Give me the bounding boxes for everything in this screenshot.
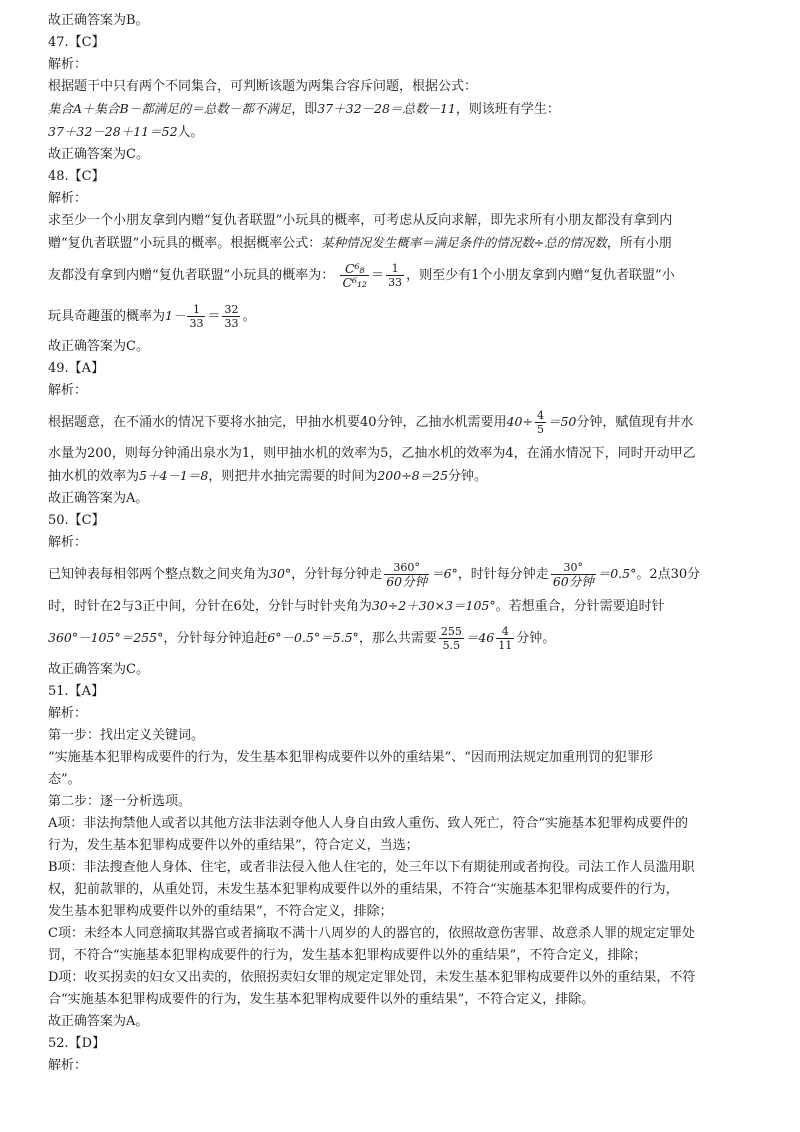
formula: 200÷8＝25 xyxy=(377,468,449,483)
step-heading: 第二步：逐一分析选项。 xyxy=(48,794,192,809)
text: 人。 xyxy=(177,125,204,140)
answer-line: 故正确答案为B。 xyxy=(48,13,149,28)
denominator: 5.5 xyxy=(442,639,461,652)
formula: ＝50 xyxy=(547,414,577,429)
option-a: A项：非法拘禁他人或者以其他方法非法剥夺他人人身自由致人重伤、致人死亡，符合“实施基本犯罪构成要件的 xyxy=(48,816,689,831)
analysis-label: 解析： xyxy=(48,706,88,721)
analysis-label: 解析： xyxy=(48,191,88,206)
answer-line: 故正确答案为C。 xyxy=(48,662,149,677)
formula: 40÷ xyxy=(506,414,533,429)
numerator: 1 xyxy=(386,262,404,276)
denominator: 33 xyxy=(388,276,403,289)
text: 时，时针在2与3正中间，分针在6处，分针与时针夹角为 xyxy=(48,599,372,614)
text: 。 xyxy=(242,309,256,324)
paragraph xyxy=(48,618,758,659)
step-heading: 第一步：找出定义关键词。 xyxy=(48,728,205,743)
fraction xyxy=(222,303,240,330)
analysis-label: 解析： xyxy=(48,1058,88,1073)
text: ，时针每分钟走 xyxy=(457,567,549,582)
question-number-49: 49.【A】 xyxy=(48,361,105,376)
formula: ＝6° xyxy=(431,566,458,581)
formula: 某种情况发生概率＝满足条件的情况数÷总的情况数 xyxy=(321,235,607,250)
text: ，则至少有1个小朋友拿到内赠“复仇者联盟”小 xyxy=(406,268,675,283)
text: 分钟。 xyxy=(516,631,556,646)
question-number-52: 52.【D】 xyxy=(48,1036,106,1051)
text: 赠“复仇者联盟”小玩具的概率。根据概率公式： xyxy=(48,236,322,251)
text: ，那么共需要 xyxy=(358,631,437,646)
denominator: C⁶₁₂ xyxy=(342,275,368,290)
denominator: 11 xyxy=(498,639,513,652)
formula: 30° xyxy=(269,566,292,581)
paragraph xyxy=(48,402,758,443)
numerator: 32 xyxy=(224,303,239,316)
fraction xyxy=(439,625,464,652)
formula: 1－ xyxy=(165,308,186,323)
fraction xyxy=(187,303,205,330)
text: 分钟。 xyxy=(448,469,488,484)
answer-line: 故正确答案为A。 xyxy=(48,491,149,506)
analysis-label: 解析： xyxy=(48,57,88,72)
option-d: 合“实施基本犯罪构成要件的行为，发生基本犯罪构成要件以外的重结果”，不符合定义，排除。 xyxy=(48,992,595,1007)
option-b: 权，犯前款罪的，从重处罚，未发生基本犯罪构成要件以外的重结果，不符合“实施基本犯罪构成要件的行为， xyxy=(48,882,679,897)
denominator: 60分钟 xyxy=(552,574,594,589)
document-page xyxy=(48,10,758,1077)
formula: 6°－0.5°＝5.5° xyxy=(267,630,359,645)
fraction xyxy=(386,262,404,289)
formula-line xyxy=(48,121,758,144)
analysis-label: 解析： xyxy=(48,535,88,550)
formula-line xyxy=(48,98,758,121)
text: 玩具奇趣蛋的概率为 xyxy=(48,309,166,324)
paragraph xyxy=(48,465,758,488)
question-number-50: 50.【C】 xyxy=(48,513,105,528)
question-number-48: 48.【C】 xyxy=(48,169,105,184)
text: ，分针每分钟走 xyxy=(291,567,383,582)
numerator: 255 xyxy=(440,625,462,638)
numerator: 4 xyxy=(536,409,544,422)
fraction xyxy=(535,409,546,436)
option-b: B项：非法搜查他人身体、住宅，或者非法侵入他人住宅的，处三年以下有期徒刑或者拘役。司法工作人员滥用职 xyxy=(48,860,695,875)
option-d: D项：收买拐卖的妇女又出卖的，依照拐卖妇女罪的规定定罪处罚，未发生基本犯罪构成要件以外的重结果，不符 xyxy=(48,970,696,985)
text: 抽水机的效率为 xyxy=(48,469,140,484)
answer-line: 故正确答案为C。 xyxy=(48,339,149,354)
denominator: 5 xyxy=(536,423,544,436)
text: ，所有小朋 xyxy=(606,236,672,251)
text: ，分针每分钟追赶 xyxy=(163,631,268,646)
question-number-47: 47.【C】 xyxy=(48,35,105,50)
equals: ＝ xyxy=(207,309,221,324)
question-number-51: 51.【A】 xyxy=(48,684,105,699)
text: ，即 xyxy=(291,102,318,117)
text: 已知钟表每相邻两个整点数之间夹角为 xyxy=(48,567,270,582)
paragraph xyxy=(48,595,758,618)
paragraph xyxy=(48,554,758,595)
text: 友都没有拿到内赠“复仇者联盟”小玩具的概率为： xyxy=(48,268,335,283)
analysis-label: 解析： xyxy=(48,383,88,398)
formula: ＝46 xyxy=(465,630,495,645)
text: ，则该班有学生： xyxy=(455,102,560,117)
paragraph: 态”。 xyxy=(48,772,81,787)
numerator: 360° xyxy=(384,561,429,575)
text: 分钟，赋值现有井水 xyxy=(576,415,694,430)
answer-line: 故正确答案为A。 xyxy=(48,1014,149,1029)
denominator: 33 xyxy=(224,317,239,330)
text: 。2点30分 xyxy=(636,567,701,582)
formula: 30÷2＋30×3＝105° xyxy=(371,598,496,613)
numerator: 4 xyxy=(496,625,514,639)
paragraph xyxy=(48,297,758,336)
denominator: 33 xyxy=(189,317,204,330)
formula: ＝0.5° xyxy=(597,566,637,581)
fraction xyxy=(384,561,429,588)
fraction xyxy=(496,625,514,652)
text: ，则把井水抽完需要的时间为 xyxy=(208,469,378,484)
option-c: 罚，不符合“实施基本犯罪构成要件的行为，发生基本犯罪构成要件以外的重结果”，不符合定义，排除； xyxy=(48,948,647,963)
formula: 37＋32－28＝总数－11 xyxy=(317,101,456,116)
formula: 360°－105°＝255° xyxy=(48,630,164,645)
numerator: 1 xyxy=(187,303,205,317)
paragraph xyxy=(48,255,758,297)
equals: ＝ xyxy=(371,268,385,283)
paragraph xyxy=(48,232,758,255)
paragraph: 求至少一个小朋友拿到内赠“复仇者联盟”小玩具的概率，可考虑从反向求解，即先求所有小朋友都没有拿到内 xyxy=(48,213,673,228)
paragraph: “实施基本犯罪构成要件的行为，发生基本犯罪构成要件以外的重结果”、“因而刑法规定加重刑罚的犯罪形 xyxy=(48,750,653,765)
denominator: 60分钟 xyxy=(386,574,428,589)
numerator: 30° xyxy=(551,561,596,575)
fraction xyxy=(551,561,596,588)
option-b: 发生基本犯罪构成要件以外的重结果”，不符合定义，排除； xyxy=(48,904,393,919)
formula: 5＋4－1＝8 xyxy=(139,468,209,483)
paragraph: 根据题干中只有两个不同集合，可判断该题为两集合容斥问题，根据公式： xyxy=(48,79,478,94)
option-a: 行为，发生基本犯罪构成要件以外的重结果”，符合定义，当选； xyxy=(48,838,419,853)
text: 。若想重合，分针需要追时针 xyxy=(495,599,665,614)
fraction xyxy=(340,262,369,289)
numerator: C⁶₈ xyxy=(340,262,369,276)
answer-line: 故正确答案为C。 xyxy=(48,147,149,162)
paragraph: 水量为200，则每分钟涌出泉水为1，则甲抽水机的效率为5，乙抽水机的效率为4，在涌水情况下，同时开动甲乙 xyxy=(48,446,696,461)
option-c: C项：未经本人同意摘取其器官或者摘取不满十八周岁的人的器官的，依照故意伤害罪、故意杀人罪的规定定罪处 xyxy=(48,926,695,941)
text: 根据题意，在不涌水的情况下要将水抽完，甲抽水机要40分钟，乙抽水机需要用 xyxy=(48,415,507,430)
formula: 37＋32－28＋11＝52 xyxy=(48,124,178,139)
formula: 集合A＋集合B－都满足的＝总数－都不满足 xyxy=(48,101,292,116)
